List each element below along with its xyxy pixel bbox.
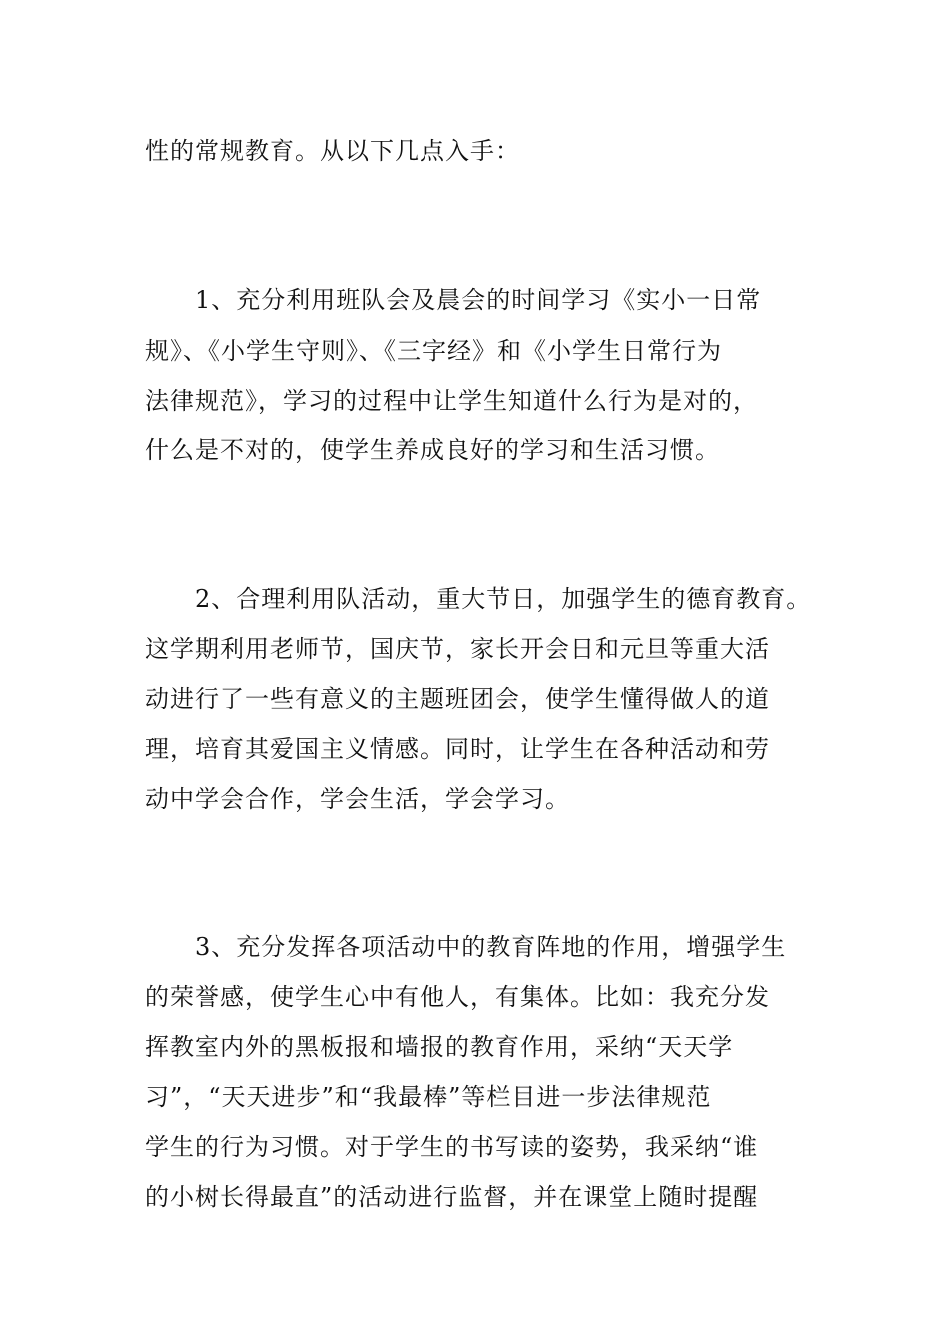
text-line: 挥教室内外的黑板报和墙报的教育作用，采纳“天天学 [145, 1033, 734, 1061]
text-line: 的小树长得最直”的活动进行监督，并在课堂上随时提醒 [145, 1183, 759, 1211]
text-line: 这学期利用老师节，国庆节，家长开会日和元旦等重大活 [145, 635, 770, 663]
text-line: 的荣誉感，使学生心中有他人，有集体。比如：我充分发 [145, 983, 770, 1011]
text-line: 2、合理利用队活动，重大节日，加强学生的德育教育。 [195, 585, 812, 613]
text-line: 什么是不对的，使学生养成良好的学习和生活习惯。 [145, 436, 720, 464]
text-line: 理，培育其爱国主义情感。同时，让学生在各种活动和劳 [145, 735, 770, 763]
text-line: 3、充分发挥各项活动中的教育阵地的作用，增强学生 [195, 933, 787, 961]
text-line: 学生的行为习惯。对于学生的书写读的姿势，我采纳“谁 [145, 1133, 759, 1161]
text-line: 1、充分利用班队会及晨会的时间学习《实小一日常 [195, 286, 762, 314]
text-line: 性的常规教育。从以下几点入手： [145, 137, 520, 165]
text-line: 习”，“天天进步”和“我最棒”等栏目进一步法律规范 [145, 1083, 712, 1111]
text-line: 动进行了一些有意义的主题班团会，使学生懂得做人的道 [145, 685, 770, 713]
text-line: 法律规范》，学习的过程中让学生知道什么行为是对的， [145, 387, 758, 415]
text-line: 动中学会合作，学会生活，学会学习。 [145, 785, 570, 813]
text-line: 规》、《小学生守则》、《三字经》和《小学生日常行为 [145, 337, 722, 365]
